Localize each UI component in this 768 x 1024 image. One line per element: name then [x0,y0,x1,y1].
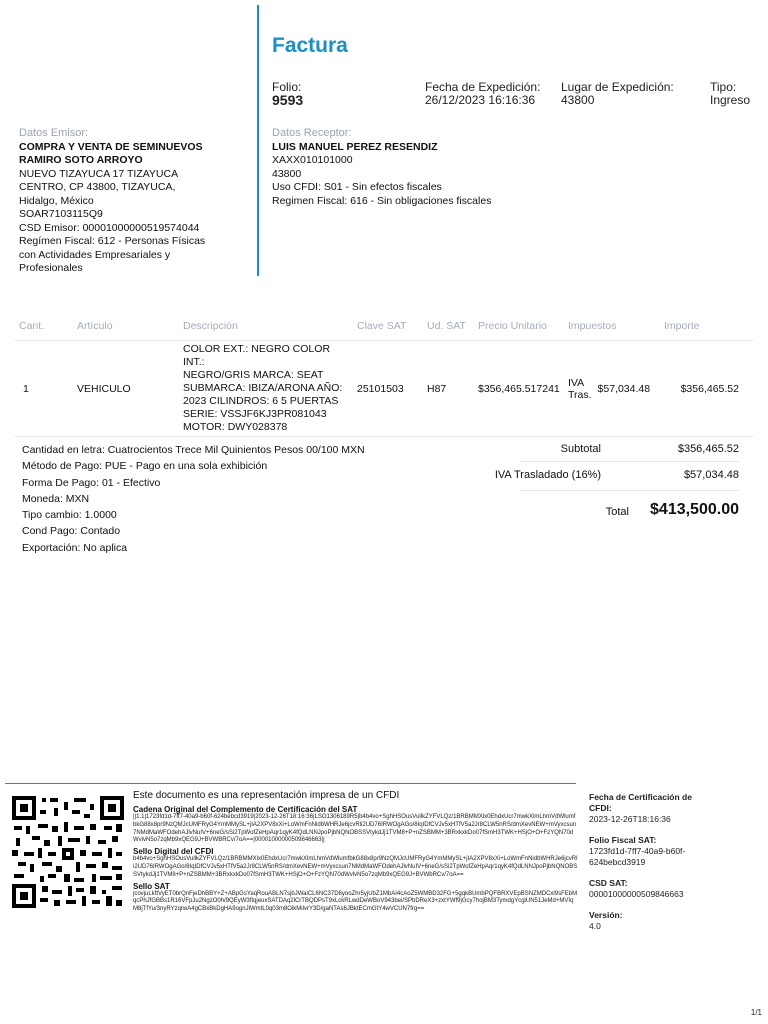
receptor-regimen: Regimen Fiscal: 616 - Sin obligaciones fiscales [272,194,492,207]
footer-divider [5,783,576,784]
emisor-line: CENTRO, CP 43800, TIZAYUCA, [19,181,176,193]
moneda: Moneda: MXN [22,492,90,505]
tipo-value: Ingreso [710,93,751,107]
cert-fecha-label: Fecha de Certificación de CFDI: [589,792,692,813]
receptor-heading: Datos Receptor: [272,127,352,139]
emisor-line: Hidalgo, México [19,194,94,207]
col-importe: Importe [664,320,700,332]
emisor-name: COMPRA Y VENTA DE SEMINUEVOS [19,140,203,153]
fecha-label: Fecha de Expedición: [425,80,541,94]
fecha-block [425,81,540,107]
cell-precio: $356,465.517241 [474,341,564,437]
desc-line: SERIE: VSSJF6KJ3PR081043 [183,408,327,420]
iva-label: IVA Trasladado (16%) [494,469,601,481]
cfdi-footer-text [133,790,578,914]
col-articulo: Artículo [77,320,113,332]
subtotal-value: $356,465.52 [677,443,739,455]
tipo-label: Tipo: [710,80,737,94]
emisor-rfc: SOAR7103115Q9 [19,208,103,220]
sello-digital: b4b4vo+SghHSOusVullkZYFVLQz/1BRBMMXlx0EhdxUcr7mwkXlmLhmVdWlumfbkG88x8pr9NzQMJcUMFRyG4YmMMySL+jIA2XPV8xXi+LoWmFnNidbWHRJe6jcvRli2UD76IRWOgAGo/8IqIDfCVJv5xHTfV5a2Jr8CLW5nRS/dmXevNEW+mVyxcsun7NMdMaWFOdehAJlvNuIV+6neG/sSi2TpWofZeHpAqr1qyK4fQdLNNJpoPjbNQNOBSSVtykdJj1TVM8+P+nZSBMM+3BRxkxkDo07fSmH3TWK+HSjO+O+FzYQN70dWvlvN5o7zqMb9xQEG9J+BVWbRCv/7oA== [133,856,578,878]
table-row [15,341,753,437]
cell-clave-sat: 25101503 [353,341,423,437]
table-header-row [15,318,753,341]
lugar-label: Lugar de Expedición: [561,80,674,94]
desc-line: NEGRO/GRIS MARCA: SEAT [183,369,324,381]
impuesto-type: Tras. [568,388,592,401]
folio-fiscal-value: 1723fd1d-7ff7-40a9-b60f-624bebcd3919 [589,846,686,867]
emisor-name-2: RAMIRO SOTO ARROYO [19,154,143,166]
cell-impuestos [564,341,660,437]
col-impuestos: Impuestos [568,320,617,332]
emisor-line: NUEVO TIZAYUCA 17 TIZAYUCA [19,167,179,180]
cell-cant: 1 [15,341,73,437]
receptor-name: LUIS MANUEL PEREZ RESENDIZ [272,140,438,153]
col-precio: Precio Unitario [478,320,547,332]
total-value: $413,500.00 [650,501,739,518]
cond-pago: Cond Pago: Contado [22,525,121,538]
emisor-regimen-3: Profesionales [19,262,83,274]
csd-sat-label: CSD SAT: [589,878,628,888]
metodo-pago: Método de Pago: PUE - Pago en una sola exhibición [22,460,268,473]
page-title: Factura [272,34,348,57]
col-ud-sat: Ud. SAT [427,320,466,332]
version-value: 4.0 [589,921,601,931]
emisor-heading: Datos Emisor: [19,127,89,139]
lugar-value: 43800 [561,93,595,107]
cell-articulo: VEHICULO [73,341,179,437]
total-label: Total [605,506,629,518]
cantidad-letra: Cantidad en letra: Cuatrocientos Trece Mil Quinientos Pesos 00/100 MXN [22,444,365,456]
tipo-block [710,81,750,107]
iva-value: $57,034.48 [683,469,739,481]
cadena-original: ||1.1|1723fd1d-7ff7-40a9-b60f-624bebcd3919|2023-12-26T18:16:36|LSO1306189R5|b4b4vo+SghHSOusVullkZYFVLQz/1BRBMMXlx0EhdxUcr7mwkXlmLhmVdWlumfbkG88x8pr9NzQMJcUMFRyG4YmMMySL+jIA2XPV8xXi+LoWmFnNidbWHRJe6jcvRli2UD76IRWOgAGo/8IqIDfCVJv5xHTfV5a2Jr8CLW5nRS/dmXevNEW+mVyxcsun7NMdMaWFOdehAJlvNuIV+6neG/sSi2TpWofZeHpAqr1qyK4fQdLNNJpoPjbNQNOBSSVtykdJj1TVM8+P+nZSBMM+3BRxkxkDo07fSmH3TWK+HSjO+O+FzYQN70dWvlvN5o7zqMb9xQEG9J+BVWBRCv/7oA==|00001000000509846663|| [133,814,577,844]
tipo-cambio: Tipo cambio: 1.0000 [22,509,117,522]
cell-ud-sat: H87 [423,341,474,437]
desc-line: 2023 CILINDROS: 6 5 PUERTAS [183,395,339,407]
folio-label: Folio: [272,80,302,94]
col-descripcion: Descripción [183,320,238,332]
col-cant: Cant. [19,320,45,332]
col-clave-sat: Clave SAT [357,320,407,332]
emisor-regimen-2: con Actividades Empresariales y [19,248,171,261]
impuesto-value: $57,034.48 [597,382,651,395]
emisor-csd: CSD Emisor: 00001000000519574044 [19,221,200,234]
lugar-block [561,81,674,107]
receptor-block [272,127,572,208]
receptor-cp: 43800 [272,167,302,180]
subtotal-label: Subtotal [560,443,601,455]
page-number: 1/1 [750,1008,762,1017]
version-label: Versión: [589,910,623,920]
desc-line: SUBMARCA: IBIZA/ARONA AÑO: [183,382,343,394]
receptor-uso-cfdi: Uso CFDI: S01 - Sin efectos fiscales [272,181,442,193]
folio-block [272,81,303,107]
totals-divider [520,461,739,462]
fecha-value: 26/12/2023 16:16:36 [425,93,536,107]
cadena-title: Cadena Original del Complemento de Certificación del SAT [133,805,358,814]
impuesto-label: IVA [568,376,585,389]
receptor-rfc: XAXX010101000 [272,154,353,166]
header-divider [257,5,259,276]
sello-sat-title: Sello SAT [133,881,170,891]
forma-pago: Forma De Pago: 01 - Efectivo [22,476,161,489]
totals-divider [520,490,739,491]
payment-info [22,442,365,556]
items-table [15,318,753,437]
cert-fecha-value: 2023-12-26T18:16:36 [589,814,671,824]
sello-digital-title: Sello Digital del CFDI [133,847,214,857]
folio-fiscal-label: Folio Fiscal SAT: [589,835,657,845]
cert-info [589,792,699,932]
desc-line: MOTOR: DWY028378 [183,421,288,433]
emisor-regimen: Regímen Fiscal: 612 - Personas Físicas [19,235,206,247]
emisor-block [19,127,244,276]
sello-sat: jcovjuLkftVyET0brQnFjeDhBBY+Z+ABpGsYaqRouABLN7sjbJWaiCL6NC37D6yooZhr5yjUbZ1MbAI4cAoZ5WMBD32FG+5gqkBUmbPQFBRXVEpBSNZMDCxl9sFEbMqcPhJfGBBs1R16VFpJu2NgzO0h/9QEyW3fIqjeuxSATDAq2lCrTBQDPsT9xLckRLwdDeWBoV943bei/SPbDReX3+zxtYWf9jGcy7hojBM3TymdgYcgiUN51JeMd+MVIqM8jTfYu/3nyRYzqrwA4gCBxBkDgHA9ognJlWmtL0q03m8OikMilvrY3D/gaNTAs6JBktECmGtY4wVCUN7frg== [133,890,578,913]
exportacion: Exportación: No aplica [22,541,128,554]
folio-value: 9593 [272,92,304,108]
desc-line: COLOR EXT.: NEGRO COLOR INT.: [183,343,331,368]
csd-sat-value: 00001000000509846663 [589,889,684,899]
cfdi-notice: Este documento es una representación impresa de un CFDI [133,790,400,801]
cell-descripcion [179,341,353,437]
cell-importe: $356,465.52 [660,341,753,437]
qr-code [12,796,124,908]
